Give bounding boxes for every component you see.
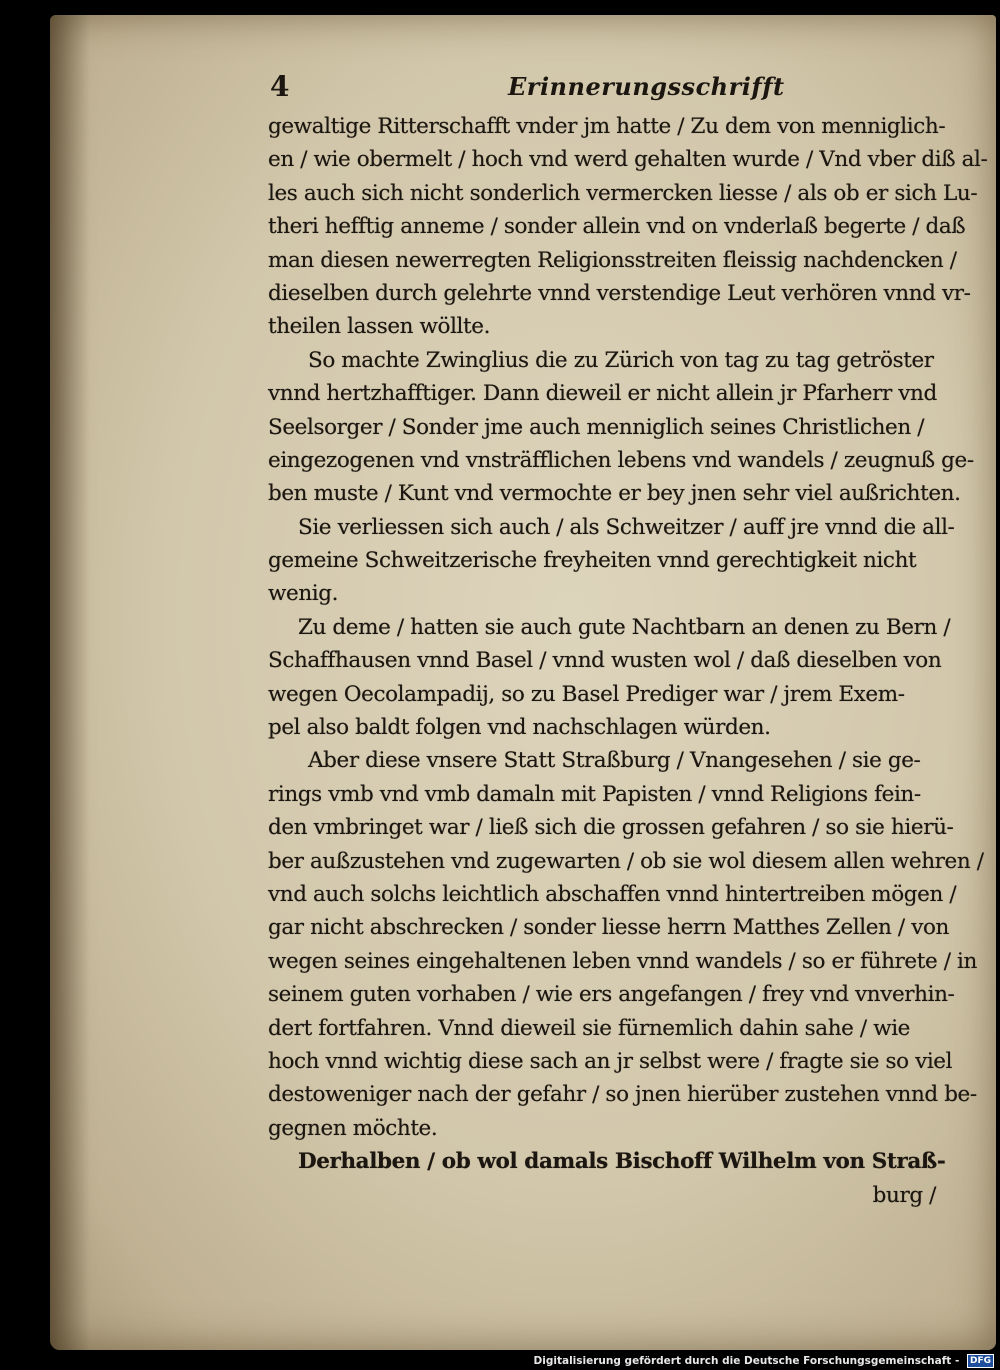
gutter-shadow [50, 15, 90, 1350]
page-header [270, 68, 785, 108]
running-head: Erinnerungsschrifft [508, 72, 785, 101]
text-line: les auch sich nicht sonderlich vermercken liesse / als ob er sich Lu- [268, 180, 978, 206]
text-line: ben muste / Kunt vnd vermochte er bey jnen sehr viel außrichten. [268, 481, 961, 507]
text-line: Zu deme / hatten sie auch gute Nachtbarn an denen zu Bern / [298, 614, 951, 640]
digitization-credit [0, 1354, 994, 1368]
text-line: vnnd hertzhafftiger. Dann dieweil er nicht allein jr Pfarherr vnd [268, 381, 937, 407]
text-line: rings vmb vnd vmb damaln mit Papisten / vnnd Religions fein- [268, 781, 921, 807]
text-line: ber außzustehen vnd zugewarten / ob sie wol diesem allen wehren / [268, 848, 984, 874]
text-line: So machte Zwinglius die zu Zürich von tag zu tag getröster [308, 347, 934, 373]
text-line: wenig. [268, 581, 339, 607]
text-line: Derhalben / ob wol damals Bischoff Wilhelm von Straß- [298, 1149, 946, 1175]
text-line: Sie verliessen sich auch / als Schweitzer / auff jre vnnd die all- [298, 514, 955, 540]
catchword: burg / [872, 1182, 936, 1208]
text-line: vnd auch solchs leichtlich abschaffen vnnd hintertreiben mögen / [268, 881, 957, 907]
text-line: theri hefftig anneme / sonder allein vnd on vnderlaß begerte / daß [268, 214, 966, 240]
body-text [268, 110, 988, 1212]
text-line: pel also baldt folgen vnd nachschlagen würden. [268, 715, 771, 741]
text-line: destoweniger nach der gefahr / so jnen hierüber zustehen vnnd be- [268, 1082, 977, 1108]
credit-text: Digitalisierung gefördert durch die Deutsche Forschungsgemeinschaft - [533, 1355, 960, 1367]
page-number: 4 [270, 70, 290, 103]
text-line: en / wie obermelt / hoch vnd werd gehalten wurde / Vnd vber diß al- [268, 147, 988, 173]
text-line: gemeine Schweitzerische freyheiten vnnd gerechtigkeit nicht [268, 548, 917, 574]
text-line: theilen lassen wöllte. [268, 314, 491, 340]
text-line: Schaffhausen vnnd Basel / vnnd wusten wol / daß dieselben von [268, 648, 942, 674]
text-line: wegen Oecolampadij, so zu Basel Prediger war / jrem Exem- [268, 681, 905, 707]
text-line: Aber diese vnsere Statt Straßburg / Vnangesehen / sie ge- [308, 748, 921, 774]
text-line: gewaltige Ritterschafft vnder jm hatte / Zu dem von menniglich- [268, 114, 946, 139]
text-line: wegen seines eingehaltenen leben vnnd wandels / so er führete / in [268, 948, 977, 974]
text-line: eingezogenen vnd vnsträfflichen lebens vnd wandels / zeugnuß ge- [268, 447, 974, 473]
text-line: dert fortfahren. Vnnd dieweil sie fürnemlich dahin sahe / wie [268, 1015, 910, 1041]
text-line: seinem guten vorhaben / wie ers angefangen / frey vnd vnverhin- [268, 982, 955, 1008]
text-line: gar nicht abschrecken / sonder liesse herrn Matthes Zellen / von [268, 915, 949, 941]
text-line: man diesen newerregten Religionsstreiten fleissig nachdencken / [268, 247, 957, 273]
text-line: dieselben durch gelehrte vnnd verstendige Leut verhören vnnd vr- [268, 280, 971, 306]
text-line: hoch vnnd wichtig diese sach an jr selbst were / fragte sie so viel [268, 1048, 953, 1074]
text-line: Seelsorger / Sonder jme auch menniglich seines Christlichen / [268, 414, 925, 440]
dfg-logo: DFG [967, 1354, 994, 1368]
text-line: gegnen möchte. [268, 1115, 438, 1141]
text-line: den vmbringet war / ließ sich die grossen gefahren / so sie hierü- [268, 815, 954, 841]
